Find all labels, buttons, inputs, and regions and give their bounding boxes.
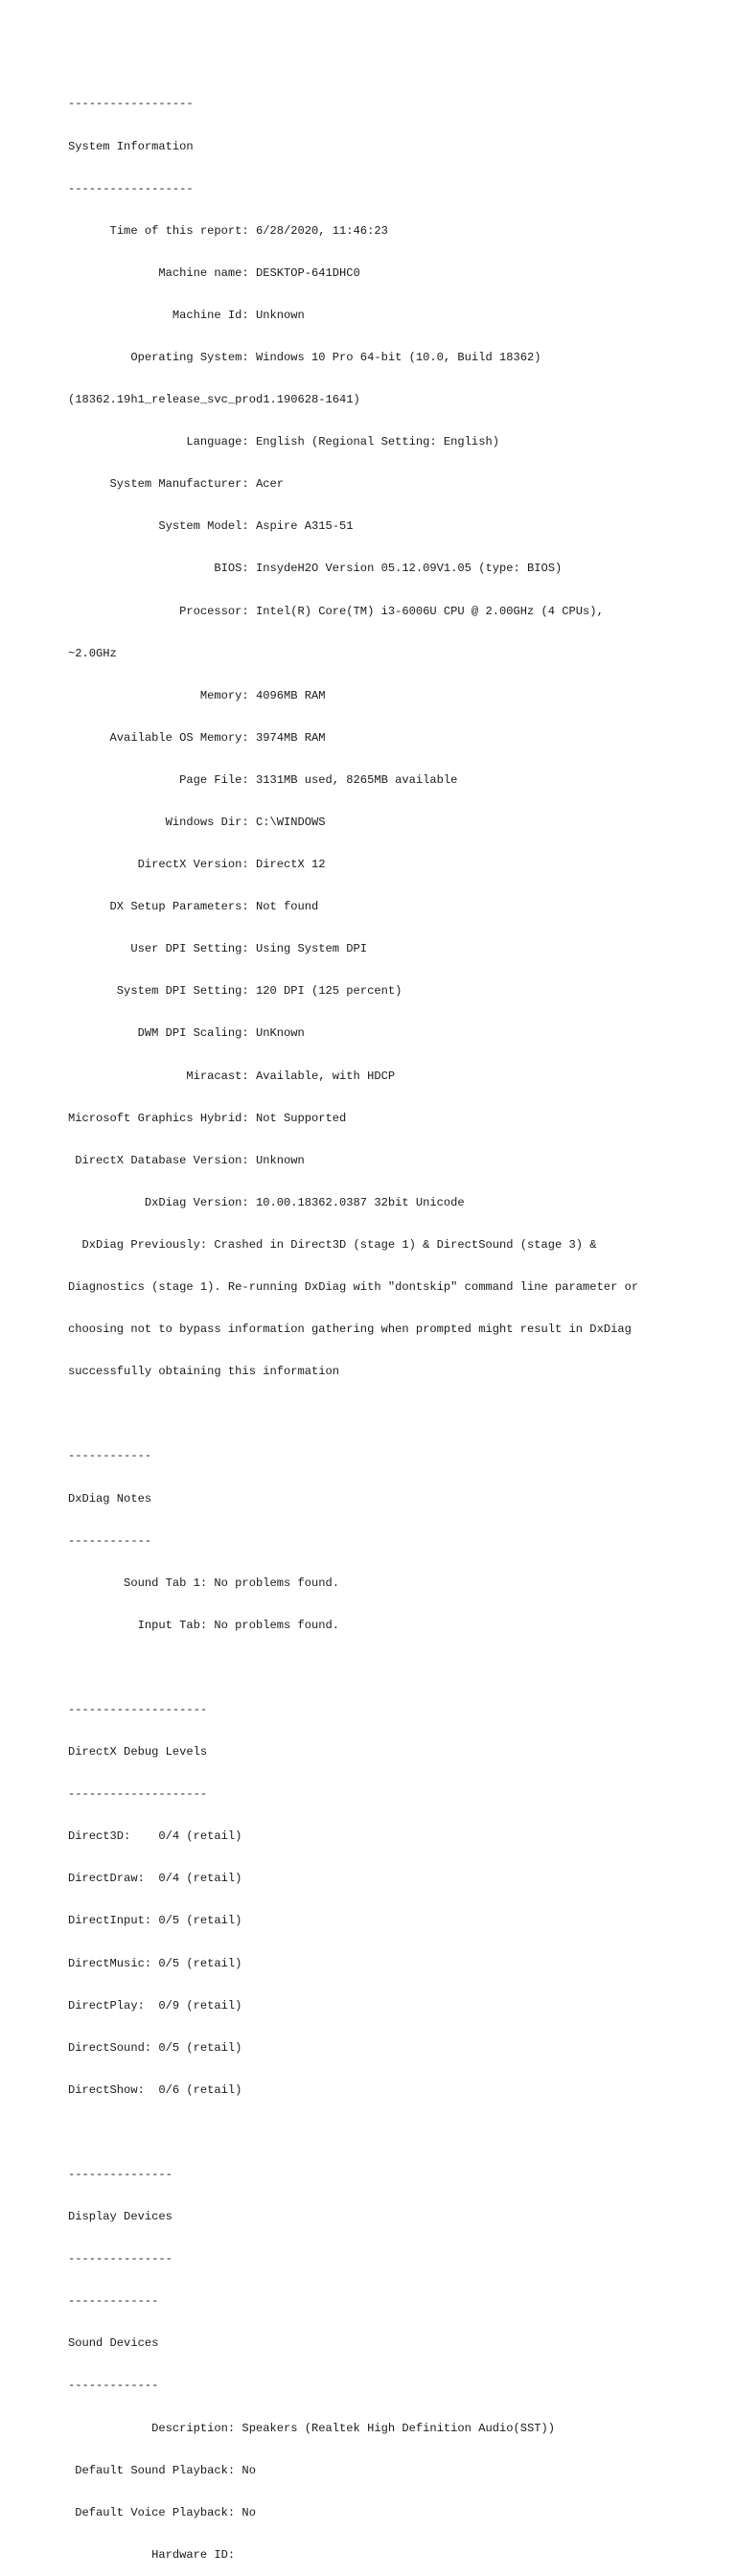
language-line: Language: English (Regional Setting: English) <box>68 435 499 449</box>
dx-setup-parameters-line: DX Setup Parameters: Not found <box>68 900 319 914</box>
report-time-line: Time of this report: 6/28/2020, 11:46:23 <box>68 223 388 238</box>
user-dpi-setting-line: User DPI Setting: Using System DPI <box>68 942 368 956</box>
dxdiag-previously-line-2: Diagnostics (stage 1). Re-running DxDiag with "dontskip" command line parameter or <box>68 1280 639 1295</box>
dxdiag-previously-line-3: choosing not to bypass information gathering when prompted might result in DxDiag <box>68 1322 632 1337</box>
debug-levels-separator-bottom: -------------------- <box>68 1787 208 1802</box>
directshow-debug-line: DirectShow: 0/6 (retail) <box>68 2082 242 2097</box>
input-tab-note-line: Input Tab: No problems found. <box>68 1618 340 1632</box>
debug-levels-separator-top: -------------------- <box>68 1702 208 1716</box>
system-information-separator-bottom: ------------------ <box>68 181 194 196</box>
display-devices-separator-bottom: --------------- <box>68 2252 172 2266</box>
direct3d-debug-line: Direct3D: 0/4 (retail) <box>68 1829 242 1844</box>
dxdiag-notes-separator-bottom: ------------ <box>68 1533 152 1548</box>
operating-system-line: Operating System: Windows 10 Pro 64-bit (10.0, Build 18362) <box>68 350 541 364</box>
display-devices-separator-top: --------------- <box>68 2168 172 2181</box>
hardware-id-line: Hardware ID: <box>68 2547 236 2562</box>
sound-description-line: Description: Speakers (Realtek High Definition Audio(SST)) <box>68 2421 556 2435</box>
dxdiag-previously-line-4: successfully obtaining this information <box>68 1365 340 1379</box>
directmusic-debug-line: DirectMusic: 0/5 (retail) <box>68 1956 242 1970</box>
sound-tab-note-line: Sound Tab 1: No problems found. <box>68 1576 340 1590</box>
sound-devices-separator-top: ------------- <box>68 2294 159 2309</box>
dxdiag-notes-separator-top: ------------ <box>68 1449 152 1463</box>
default-sound-playback-line: Default Sound Playback: No <box>68 2463 256 2477</box>
default-voice-playback-line: Default Voice Playback: No <box>68 2505 256 2519</box>
directsound-debug-line: DirectSound: 0/5 (retail) <box>68 2040 242 2055</box>
available-os-memory-line: Available OS Memory: 3974MB RAM <box>68 730 326 745</box>
dwm-dpi-scaling-line: DWM DPI Scaling: UnKnown <box>68 1026 305 1041</box>
blank-line <box>68 1407 720 1421</box>
processor-speed-line: ~2.0GHz <box>68 646 117 660</box>
directplay-debug-line: DirectPlay: 0/9 (retail) <box>68 1998 242 2012</box>
system-dpi-setting-line: System DPI Setting: 120 DPI (125 percent) <box>68 984 402 999</box>
windows-dir-line: Windows Dir: C:\WINDOWS <box>68 816 326 829</box>
miracast-line: Miracast: Available, with HDCP <box>68 1069 396 1083</box>
display-devices-heading: Display Devices <box>68 2210 172 2224</box>
directx-version-line: DirectX Version: DirectX 12 <box>68 858 326 872</box>
directinput-debug-line: DirectInput: 0/5 (retail) <box>68 1914 242 1928</box>
sound-devices-heading: Sound Devices <box>68 2336 159 2351</box>
graphics-hybrid-line: Microsoft Graphics Hybrid: Not Supported <box>68 1111 347 1125</box>
sound-devices-separator-bottom: ------------- <box>68 2379 159 2393</box>
debug-levels-heading: DirectX Debug Levels <box>68 1745 208 1760</box>
system-model-line: System Model: Aspire A315-51 <box>68 519 354 534</box>
processor-line: Processor: Intel(R) Core(TM) i3-6006U CPU @ 2.00GHz (4 CPUs), <box>68 604 604 618</box>
machine-id-line: Machine Id: Unknown <box>68 308 305 322</box>
system-information-separator-top: ------------------ <box>68 97 194 111</box>
blank-line <box>68 2126 720 2140</box>
directdraw-debug-line: DirectDraw: 0/4 (retail) <box>68 1872 242 1886</box>
dxdiag-notes-heading: DxDiag Notes <box>68 1491 152 1506</box>
system-manufacturer-line: System Manufacturer: Acer <box>68 477 284 492</box>
dxdiag-version-line: DxDiag Version: 10.00.18362.0387 32bit Unicode <box>68 1195 465 1209</box>
blank-line <box>68 1661 720 1675</box>
directx-database-version-line: DirectX Database Version: Unknown <box>68 1153 305 1167</box>
machine-name-line: Machine name: DESKTOP-641DHC0 <box>68 265 360 280</box>
bios-line: BIOS: InsydeH2O Version 05.12.09V1.05 (type: BIOS) <box>68 562 563 576</box>
memory-line: Memory: 4096MB RAM <box>68 688 326 702</box>
page-file-line: Page File: 3131MB used, 8265MB available <box>68 772 458 787</box>
dxdiag-report-document <box>68 69 720 2576</box>
system-information-heading: System Information <box>68 139 194 153</box>
operating-system-build-line: (18362.19h1_release_svc_prod1.190628-1641) <box>68 393 360 407</box>
dxdiag-previously-line-1: DxDiag Previously: Crashed in Direct3D (stage 1) & DirectSound (stage 3) & <box>68 1237 597 1252</box>
